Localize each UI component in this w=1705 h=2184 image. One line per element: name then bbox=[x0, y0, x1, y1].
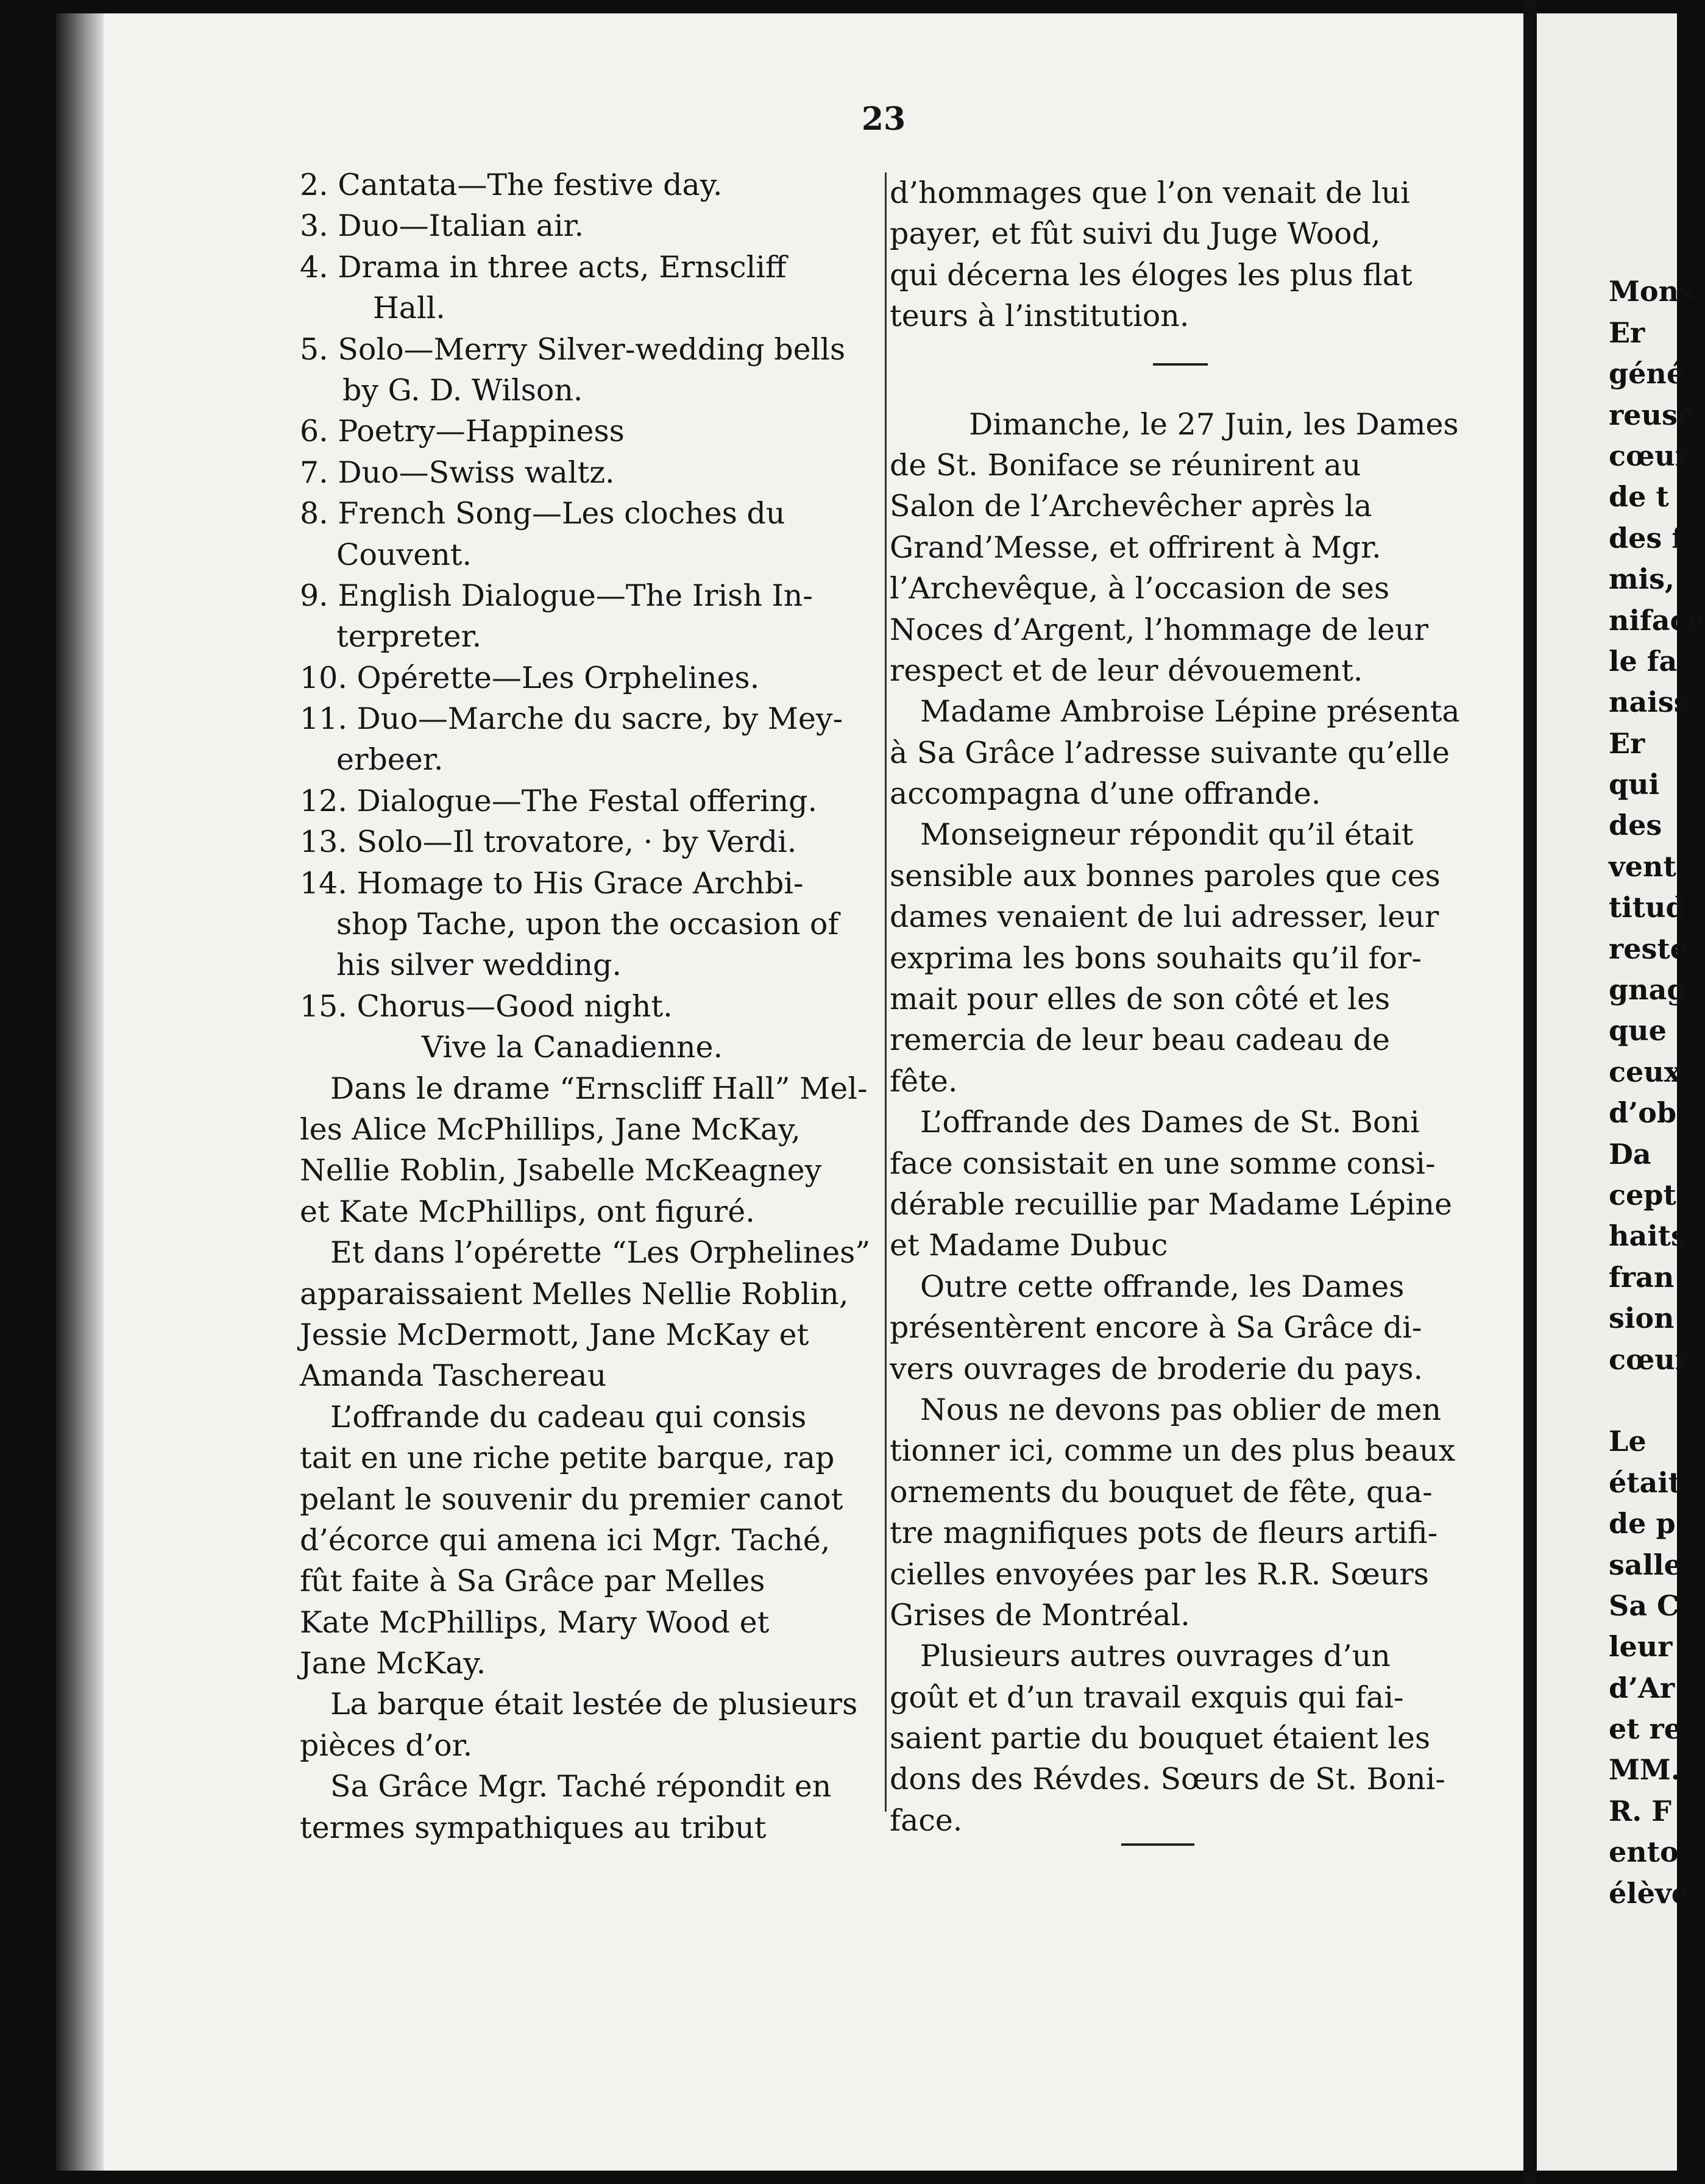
gutter-shadow bbox=[1523, 0, 1537, 2184]
right-column-line: présentèrent encore à Sa Grâce di- bbox=[890, 1310, 1422, 1346]
left-column-line: 8. French Song—Les cloches du bbox=[300, 496, 785, 531]
adjacent-page-fragment: Da bbox=[1609, 1137, 1651, 1171]
right-column-line: sensible aux bonnes paroles que ces bbox=[890, 858, 1441, 893]
right-column-line: payer, et fût suivi du Juge Wood, bbox=[890, 216, 1381, 252]
right-column-line: exprima les bons souhaits qu’il for- bbox=[890, 940, 1422, 976]
left-column-line: Kate McPhillips, Mary Wood et bbox=[300, 1604, 770, 1640]
adjacent-page-fragment: des f bbox=[1609, 521, 1684, 555]
right-column-line: de St. Boniface se réunirent au bbox=[890, 447, 1361, 483]
adjacent-page-fragment: qui bbox=[1609, 768, 1660, 801]
left-column-line: La barque était lestée de plusieurs bbox=[330, 1687, 858, 1722]
left-column-line: 13. Solo—Il trovatore, · by Verdi. bbox=[300, 824, 797, 860]
right-column-line: Salon de l’Archevêcher après la bbox=[890, 489, 1372, 524]
left-column-line: Vive la Canadienne. bbox=[422, 1030, 723, 1065]
left-column-line: 10. Opérette—Les Orphelines. bbox=[300, 660, 760, 695]
left-column-line: Nellie Roblin, Jsabelle McKeagney bbox=[300, 1153, 822, 1188]
right-column-line: dons des Révdes. Sœurs de St. Boni- bbox=[890, 1762, 1445, 1797]
left-column-line: Jessie McDermott, Jane McKay et bbox=[300, 1317, 809, 1352]
adjacent-page-fragment: géné bbox=[1609, 357, 1685, 391]
adjacent-page-fragment: fran bbox=[1609, 1260, 1675, 1294]
adjacent-page-fragment: leur bbox=[1609, 1630, 1673, 1664]
left-column-text bbox=[300, 165, 876, 1848]
right-column-line: Outre cette offrande, les Dames bbox=[920, 1269, 1405, 1304]
right-column-line: face consistait en une somme consi- bbox=[890, 1146, 1436, 1181]
adjacent-page-text bbox=[1609, 230, 1705, 1914]
adjacent-page-fragment: ceux bbox=[1609, 1055, 1681, 1088]
adjacent-page-fragment: MM. bbox=[1609, 1753, 1681, 1787]
left-column-line: tait en une riche petite barque, rap bbox=[300, 1441, 835, 1476]
adjacent-page-fragment: des bbox=[1609, 809, 1662, 842]
left-column-line: Sa Grâce Mgr. Taché répondit en bbox=[330, 1769, 832, 1804]
right-column-line: saient partie du bouquet étaient les bbox=[890, 1721, 1431, 1756]
adjacent-page-fragment: Sa C bbox=[1609, 1589, 1679, 1622]
adjacent-page-fragment bbox=[1609, 230, 1677, 271]
adjacent-page-fragment: de p bbox=[1609, 1507, 1676, 1540]
left-column-line: erbeer. bbox=[336, 742, 444, 778]
left-column-line: Couvent. bbox=[336, 537, 472, 572]
right-column-line: qui décerna les éloges les plus flat bbox=[890, 257, 1413, 292]
left-column-line: pièces d’or. bbox=[300, 1728, 473, 1763]
adjacent-page-fragment: et re bbox=[1609, 1712, 1682, 1746]
adjacent-page-fragment: élève bbox=[1609, 1876, 1690, 1910]
right-column-line: mait pour elles de son côté et les bbox=[890, 982, 1391, 1017]
left-column-line: apparaissaient Melles Nellie Roblin, bbox=[300, 1276, 849, 1311]
adjacent-page-fragment: le fa bbox=[1609, 644, 1678, 678]
adjacent-page-fragment: Er bbox=[1609, 726, 1645, 760]
right-column-line: Madame Ambroise Lépine présenta bbox=[920, 694, 1460, 729]
adjacent-page-fragment: de t bbox=[1609, 480, 1669, 514]
adjacent-page-fragment: cœur bbox=[1609, 1342, 1690, 1376]
adjacent-page-fragment: reste bbox=[1609, 932, 1688, 965]
adjacent-page-fragment: R. F bbox=[1609, 1794, 1671, 1828]
adjacent-page-fragment: que bbox=[1609, 1014, 1667, 1048]
right-column-line: Grises de Montréal. bbox=[890, 1597, 1190, 1633]
right-column-line: cielles envoyées par les R.R. Sœurs bbox=[890, 1556, 1429, 1592]
right-column-line: face. bbox=[890, 1803, 963, 1838]
right-column-line: tre magnifiques pots de fleurs artifi- bbox=[890, 1516, 1438, 1551]
right-column-line: ornements du bouquet de fête, qua- bbox=[890, 1474, 1433, 1509]
section-separator bbox=[1153, 363, 1208, 366]
paragraph-gap bbox=[890, 337, 1466, 404]
left-column-line: 5. Solo—Merry Silver-wedding bells bbox=[300, 332, 846, 367]
left-column-line: 3. Duo—Italian air. bbox=[300, 208, 584, 244]
right-column-text bbox=[890, 172, 1466, 1841]
left-column-line: Amanda Taschereau bbox=[300, 1358, 607, 1394]
adjacent-page-fragment: salle bbox=[1609, 1548, 1682, 1581]
left-column-line: 4. Drama in three acts, Ernscliff bbox=[300, 249, 787, 285]
adjacent-page-fragment: vent bbox=[1609, 849, 1676, 883]
left-column-line: his silver wedding. bbox=[336, 948, 622, 983]
adjacent-page-fragment: reuse bbox=[1609, 398, 1696, 431]
right-column-line: L’offrande des Dames de St. Boni bbox=[920, 1105, 1420, 1140]
adjacent-page-fragment: gnag bbox=[1609, 973, 1687, 1007]
adjacent-page-fragment: Mons bbox=[1609, 275, 1695, 308]
adjacent-page-fragment: haits bbox=[1609, 1219, 1687, 1253]
left-column-line: Jane McKay. bbox=[300, 1646, 486, 1681]
right-column-line: accompagna d’une offrande. bbox=[890, 776, 1321, 812]
adjacent-page-fragment: naiss bbox=[1609, 686, 1690, 719]
left-column-line: L’offrande du cadeau qui consis bbox=[330, 1399, 807, 1434]
adjacent-page-fragment: titud bbox=[1609, 891, 1686, 924]
left-column-line: terpreter. bbox=[336, 619, 482, 654]
right-column-line: tionner ici, comme un des plus beaux bbox=[890, 1433, 1456, 1469]
left-column-line: 7. Duo—Swiss waltz. bbox=[300, 455, 615, 490]
right-column-line: Plusieurs autres ouvrages d’un bbox=[920, 1639, 1391, 1674]
left-column-line: shop Tache, upon the occasion of bbox=[336, 907, 839, 942]
adjacent-page-fragment: Le bbox=[1609, 1425, 1647, 1458]
right-column-line: goût et d’un travail exquis qui fai- bbox=[890, 1679, 1404, 1715]
adjacent-page-fragment: cœur bbox=[1609, 439, 1690, 472]
book-spine-shadow bbox=[56, 13, 104, 2171]
adjacent-page-fragment: sion bbox=[1609, 1302, 1675, 1335]
page-number: 23 bbox=[861, 101, 906, 138]
right-column-line: dérable recuillie par Madame Lépine bbox=[890, 1186, 1453, 1222]
adjacent-page-fragment: était bbox=[1609, 1466, 1682, 1499]
left-column-line: by G. D. Wilson. bbox=[342, 372, 583, 408]
adjacent-page-fragment: mis, bbox=[1609, 562, 1675, 596]
left-column-line: pelant le souvenir du premier canot bbox=[300, 1481, 843, 1517]
left-column-line: 12. Dialogue—The Festal offering. bbox=[300, 783, 818, 818]
adjacent-page-fragment: ento bbox=[1609, 1835, 1679, 1869]
right-column-line: Noces d’Argent, l’hommage de leur bbox=[890, 612, 1429, 647]
right-column-line: remercia de leur beau cadeau de bbox=[890, 1023, 1390, 1058]
left-column-line: 2. Cantata—The festive day. bbox=[300, 168, 723, 202]
right-column-line: Dimanche, le 27 Juin, les Dames bbox=[969, 406, 1459, 442]
right-column-line: Monseigneur répondit qu’il était bbox=[920, 817, 1414, 853]
right-column-line: d’hommages que l’on venait de lui bbox=[890, 176, 1410, 210]
right-column-line: l’Archevêque, à l’occasion de ses bbox=[890, 571, 1390, 606]
right-column-line: et Madame Dubuc bbox=[890, 1228, 1168, 1263]
adjacent-page-fragment: cept bbox=[1609, 1178, 1676, 1211]
left-column-line: Dans le drame “Ernscliff Hall” Mel- bbox=[330, 1071, 868, 1106]
right-column-line: respect et de leur dévouement. bbox=[890, 653, 1363, 688]
right-column-line: dames venaient de lui adresser, leur bbox=[890, 899, 1439, 935]
adjacent-page-fragment bbox=[1609, 1380, 1677, 1421]
column-divider bbox=[885, 172, 887, 1812]
left-column-line: les Alice McPhillips, Jane McKay, bbox=[300, 1112, 801, 1147]
right-column-line: fête. bbox=[890, 1063, 958, 1099]
right-column-line: à Sa Grâce l’adresse suivante qu’elle bbox=[890, 735, 1450, 770]
left-column-line: Et dans l’opérette “Les Orphelines” bbox=[330, 1235, 871, 1271]
left-column-line: 6. Poetry—Happiness bbox=[300, 414, 625, 449]
adjacent-page-fragment: niface bbox=[1609, 603, 1705, 637]
left-column-line: 11. Duo—Marche du sacre, by Mey- bbox=[300, 701, 843, 737]
adjacent-page-fragment: Er bbox=[1609, 316, 1645, 349]
left-column-line: 9. English Dialogue—The Irish In- bbox=[300, 578, 813, 613]
end-separator bbox=[1121, 1843, 1194, 1846]
adjacent-page-fragment: d’Ar bbox=[1609, 1671, 1675, 1704]
left-column-line: fût faite à Sa Grâce par Melles bbox=[300, 1564, 765, 1599]
right-column-line: vers ouvrages de broderie du pays. bbox=[890, 1351, 1423, 1386]
right-column-line: Grand’Messe, et offrirent à Mgr. bbox=[890, 530, 1381, 565]
right-column-line: Nous ne devons pas oblier de men bbox=[920, 1392, 1442, 1427]
adjacent-page-fragment: d’ob bbox=[1609, 1096, 1677, 1130]
left-column-line: 15. Chorus—Good night. bbox=[300, 988, 673, 1024]
left-column-line: et Kate McPhillips, ont figuré. bbox=[300, 1194, 755, 1229]
left-column-line: Hall. bbox=[373, 291, 445, 326]
right-column-line: teurs à l’institution. bbox=[890, 299, 1189, 334]
left-column-line: 14. Homage to His Grace Archbi- bbox=[300, 865, 804, 901]
left-column-line: termes sympathiques au tribut bbox=[300, 1810, 767, 1845]
left-column-line: d’écorce qui amena ici Mgr. Taché, bbox=[300, 1522, 831, 1558]
